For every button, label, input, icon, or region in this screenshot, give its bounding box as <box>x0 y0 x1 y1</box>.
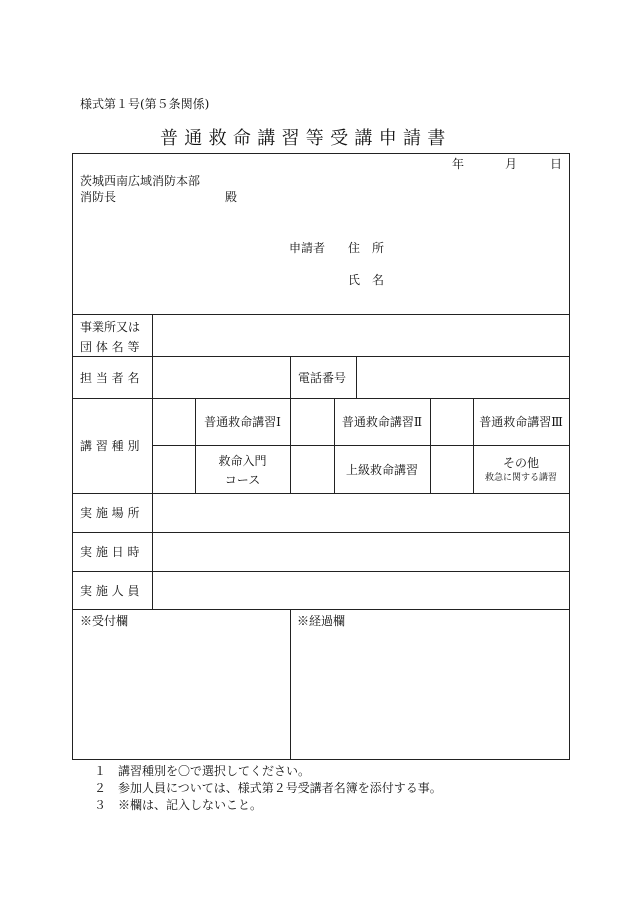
date-year: 年 <box>452 157 465 171</box>
note-1: １ 講習種別を〇で選択してください。 <box>94 764 311 778</box>
course-3: 普通救命講習Ⅲ <box>479 415 563 429</box>
addressee-honorific: 殿 <box>225 190 238 204</box>
applicant-label: 申請者 <box>289 241 326 255</box>
course-other: その他 <box>502 456 539 470</box>
course-2: 普通救命講習Ⅱ <box>341 415 423 429</box>
participants-label: 実 施 人 員 <box>80 584 140 598</box>
note-3: ３ ※欄は、記入しないこと。 <box>94 798 263 812</box>
course-other-sub: 救急に関する講習 <box>484 473 557 483</box>
addressee-chief: 消防長 <box>80 190 117 204</box>
place-label: 実 施 場 所 <box>80 506 140 520</box>
course-intro-1: 救命入門 <box>218 454 267 468</box>
person-label: 担 当 者 名 <box>80 371 140 385</box>
date-day: 日 <box>550 157 563 171</box>
form-number: 様式第１号(第５条関係) <box>80 97 210 111</box>
page-title: 普通救命講習等受講申請書 <box>160 128 452 149</box>
datetime-label: 実 施 日 時 <box>80 545 140 559</box>
course-advanced: 上級救命講習 <box>345 463 418 477</box>
applicant-name-label: 氏 名 <box>348 273 385 287</box>
applicant-address-label: 住 所 <box>348 241 385 255</box>
course-intro-2: コース <box>224 473 261 487</box>
phone-label: 電話番号 <box>298 371 347 385</box>
note-2: ２ 参加人員については、様式第２号受講者名簿を添付する事。 <box>94 781 442 795</box>
addressee-org: 茨城西南広域消防本部 <box>80 174 201 188</box>
course-type-label: 講 習 種 別 <box>80 439 140 453</box>
office-label-1: 事業所又は <box>80 320 141 334</box>
progress-box-label: ※経過欄 <box>297 614 346 628</box>
reception-box-label: ※受付欄 <box>80 614 129 628</box>
course-1: 普通救命講習Ⅰ <box>204 415 281 429</box>
office-label-2: 団 体 名 等 <box>80 340 140 354</box>
date-month: 月 <box>505 157 518 171</box>
